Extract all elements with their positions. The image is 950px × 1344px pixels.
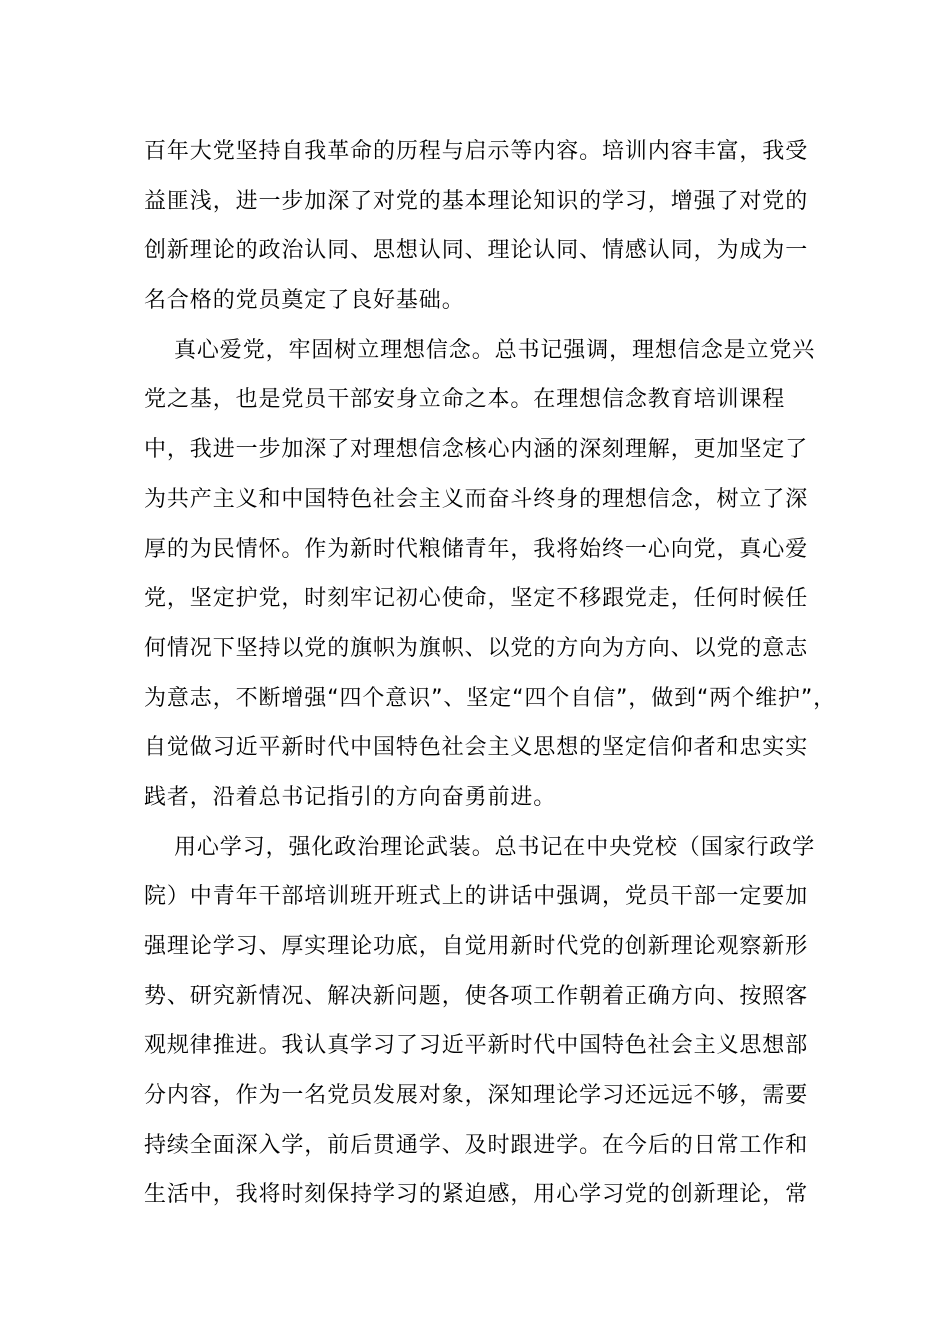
text-line: 持续全面深入学，前后贯通学、及时跟进学。在今后的日常工作和 <box>144 1132 809 1158</box>
text-line: 厚的为民情怀。作为新时代粮储青年，我将始终一心向党，真心爱 <box>144 536 809 562</box>
text-line: 益匪浅，进一步加深了对党的基本理论知识的学习，增强了对党的 <box>144 188 809 214</box>
text-line: 何情况下坚持以党的旗帜为旗帜、以党的方向为方向、以党的意志 <box>144 635 809 661</box>
text-line: 党之基，也是党员干部安身立命之本。在理想信念教育培训课程 <box>144 387 786 413</box>
paragraph-start-line: 用心学习，强化政治理论武装。总书记在中央党校（国家行政学 <box>174 834 816 860</box>
text-line: 分内容，作为一名党员发展对象，深知理论学习还远远不够，需要 <box>144 1083 809 1109</box>
text-line: 党，坚定护党，时刻牢记初心使命，坚定不移跟党走，任何时候任 <box>144 586 809 612</box>
text-line: 自觉做习近平新时代中国特色社会主义思想的坚定信仰者和忠实实 <box>144 735 809 761</box>
text-line: 生活中，我将时刻保持学习的紧迫感，用心学习党的创新理论，常 <box>144 1182 809 1208</box>
text-line: 中，我进一步加深了对理想信念核心内涵的深刻理解，更加坚定了 <box>144 437 809 463</box>
text-line: 观规律推进。我认真学习了习近平新时代中国特色社会主义思想部 <box>144 1033 809 1059</box>
text-line: 为共产主义和中国特色社会主义而奋斗终身的理想信念，树立了深 <box>144 486 809 512</box>
body-text <box>144 127 837 1220</box>
text-line: 百年大党坚持自我革命的历程与启示等内容。培训内容丰富，我受 <box>144 139 809 164</box>
text-line: 名合格的党员奠定了良好基础。 <box>144 288 465 314</box>
text-line: 践者，沿着总书记指引的方向奋勇前进。 <box>144 784 557 810</box>
text-line: 势、研究新情况、解决新问题，使各项工作朝着正确方向、按照客 <box>144 983 809 1009</box>
text-line: 院）中青年干部培训班开班式上的讲话中强调，党员干部一定要加 <box>144 884 809 910</box>
text-line: 强理论学习、厚实理论功底，自觉用新时代党的创新理论观察新形 <box>144 934 809 959</box>
paragraph-start-line: 真心爱党，牢固树立理想信念。总书记强调，理想信念是立党兴 <box>174 337 816 363</box>
text-line: 创新理论的政治认同、思想认同、理论认同、情感认同，为成为一 <box>144 238 809 264</box>
text-line: 为意志，不断增强“四个意识”、坚定“四个自信”，做到“两个维护”， <box>144 685 837 711</box>
